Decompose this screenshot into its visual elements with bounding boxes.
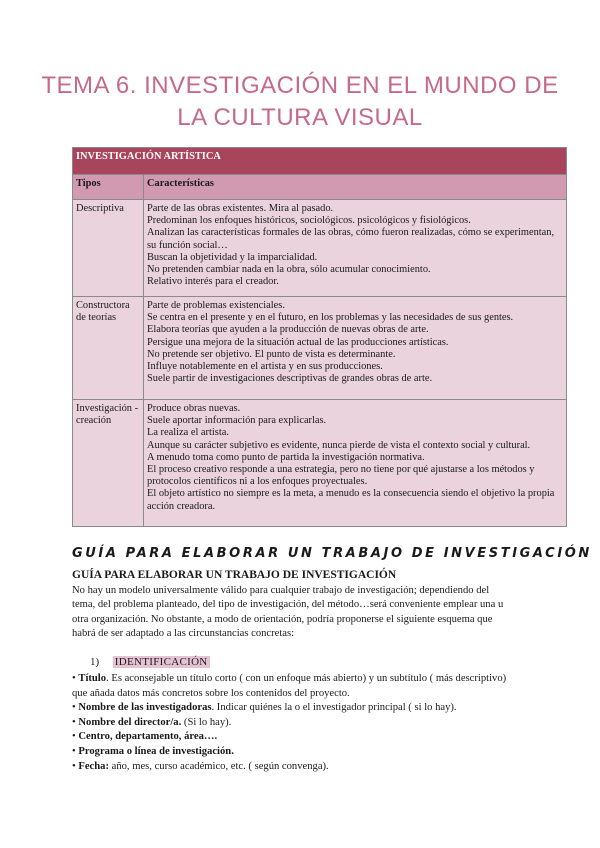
list-item [72, 672, 542, 687]
item-label: Fecha: [78, 760, 109, 772]
table-row [73, 200, 567, 297]
characteristic-line: Predominan los enfoques históricos, sociológicos. psicológicos y fisiológicos. [147, 215, 471, 227]
identification-list [72, 672, 542, 774]
characteristic-line: Suele aportar información para explicarlas. [147, 415, 327, 427]
row-type: Investigación -creación [73, 400, 144, 527]
section-title: IDENTIFICACIÓN [114, 656, 208, 668]
section-heading-identification [90, 656, 210, 668]
list-item [72, 745, 542, 760]
characteristic-line: Suele partir de investigaciones descriptivas de grandes obras de arte. [147, 373, 433, 385]
list-item [72, 687, 542, 702]
list-item [72, 716, 542, 731]
characteristic-line: El proceso creativo responde a una estrategia, pero no tiene por qué ajustarse a los métodos y protocolos científicos ni a los enfoques proyectuales. [147, 464, 535, 488]
table-header-row [73, 175, 567, 200]
bullet-icon: • [72, 702, 76, 714]
list-item [72, 730, 542, 745]
bullet-icon: • [72, 716, 76, 728]
characteristic-line: No pretenden cambiar nada en la obra, sólo acumular conocimiento. [147, 264, 431, 276]
characteristic-line: A menudo toma como punto de partida la investigación normativa. [147, 451, 425, 463]
characteristic-line: Aunque su carácter subjetivo es evidente, nunca pierde de vista el contexto social y cultural. [147, 439, 531, 451]
table-caption: INVESTIGACIÓN ARTÍSTICA [73, 148, 567, 175]
bullet-icon: • [72, 760, 76, 772]
item-label: Título [78, 673, 107, 684]
list-item [72, 760, 542, 775]
characteristic-line: Relativo interés para el creador. [147, 276, 279, 288]
table-caption-row [73, 148, 567, 175]
paragraph-line: otra organización. No obstante, a modo de orientación, podría proponerse el siguiente esquema que [72, 613, 493, 625]
characteristic-line: La realiza el artista. [147, 427, 229, 439]
item-text: que añada datos más concretos sobre los contenidos del proyecto. [72, 687, 350, 699]
title-line-1: TEMA 6. INVESTIGACIÓN EN EL MUNDO DE [41, 72, 559, 99]
item-text: año, mes, curso académico, etc. ( según convenga). [108, 760, 329, 772]
item-label: Programa o línea de investigación. [78, 745, 234, 757]
table-row [73, 297, 567, 400]
paragraph-line: habrá de ser adaptado a las circunstancias concretas: [72, 628, 295, 640]
characteristic-line: Analizan las características formales de las obras, cómo fueron realizadas, cómo se experimentan, su función social… [147, 227, 555, 251]
row-type: Constructora de teorías [73, 297, 144, 400]
title-line-2: LA CULTURA VISUAL [177, 104, 423, 131]
row-characteristics [144, 200, 567, 297]
guide-heading-stylized: GUÍA PARA ELABORAR UN TRABAJO DE INVESTIGACIÓN [72, 546, 592, 561]
characteristic-line: Buscan la objetividad y la imparcialidad. [147, 251, 318, 263]
characteristic-line: No pretende ser objetivo. El punto de vista es determinante. [147, 348, 396, 360]
research-types-table [72, 147, 567, 527]
characteristic-line: Parte de las obras existentes. Mira al pasado. [147, 203, 334, 214]
guide-heading: GUÍA PARA ELABORAR UN TRABAJO DE INVESTIGACIÓN [72, 569, 397, 581]
row-characteristics [144, 297, 567, 400]
characteristic-line: Persigue una mejora de la situación actual de las producciones artísticas. [147, 336, 449, 348]
row-type: Descriptiva [73, 200, 144, 297]
column-header-characteristics: Características [144, 175, 567, 200]
bullet-icon: • [72, 745, 76, 757]
bullet-icon: • [72, 673, 76, 684]
guide-paragraph [72, 584, 542, 642]
item-text: (Si lo hay). [181, 716, 232, 728]
paragraph-line: tema, del problema planteado, del tipo de investigación, del método…será conveniente emplear una u [72, 599, 504, 611]
characteristic-line: Parte de problemas existenciales. [147, 300, 285, 311]
list-item [72, 701, 542, 716]
table-row [73, 400, 567, 527]
characteristic-line: Produce obras nuevas. [147, 403, 241, 414]
item-label: Nombre del director/a. [78, 716, 182, 728]
characteristic-line: Elabora teorías que ayuden a la producción de nuevas obras de arte. [147, 324, 429, 336]
characteristic-line: Influye notablemente en el artista y en sus producciones. [147, 361, 383, 373]
item-text: . Indicar quiénes la o el investigador principal ( si lo hay). [211, 702, 457, 714]
column-header-types: Tipos [73, 175, 144, 200]
section-number: 1) [90, 656, 100, 668]
item-label: Centro, departamento, área…. [78, 731, 218, 743]
paragraph-line: No hay un modelo universalmente válido para cualquier trabajo de investigación; dependiendo del [72, 585, 490, 596]
characteristic-line: Se centra en el presente y en el futuro, en los problemas y las necesidades de sus gentes. [147, 312, 514, 324]
bullet-icon: • [72, 731, 76, 743]
item-label: Nombre de las investigadoras [78, 702, 212, 714]
page-title [0, 70, 600, 134]
characteristic-line: El objeto artístico no siempre es la meta, a menudo es la consecuencia siendo el objetivo la propia acción creadora. [147, 488, 555, 512]
row-characteristics [144, 400, 567, 527]
item-text: . Es aconsejable un título corto ( con un enfoque más abierto) y un subtítulo ( más descriptivo) [106, 673, 507, 684]
